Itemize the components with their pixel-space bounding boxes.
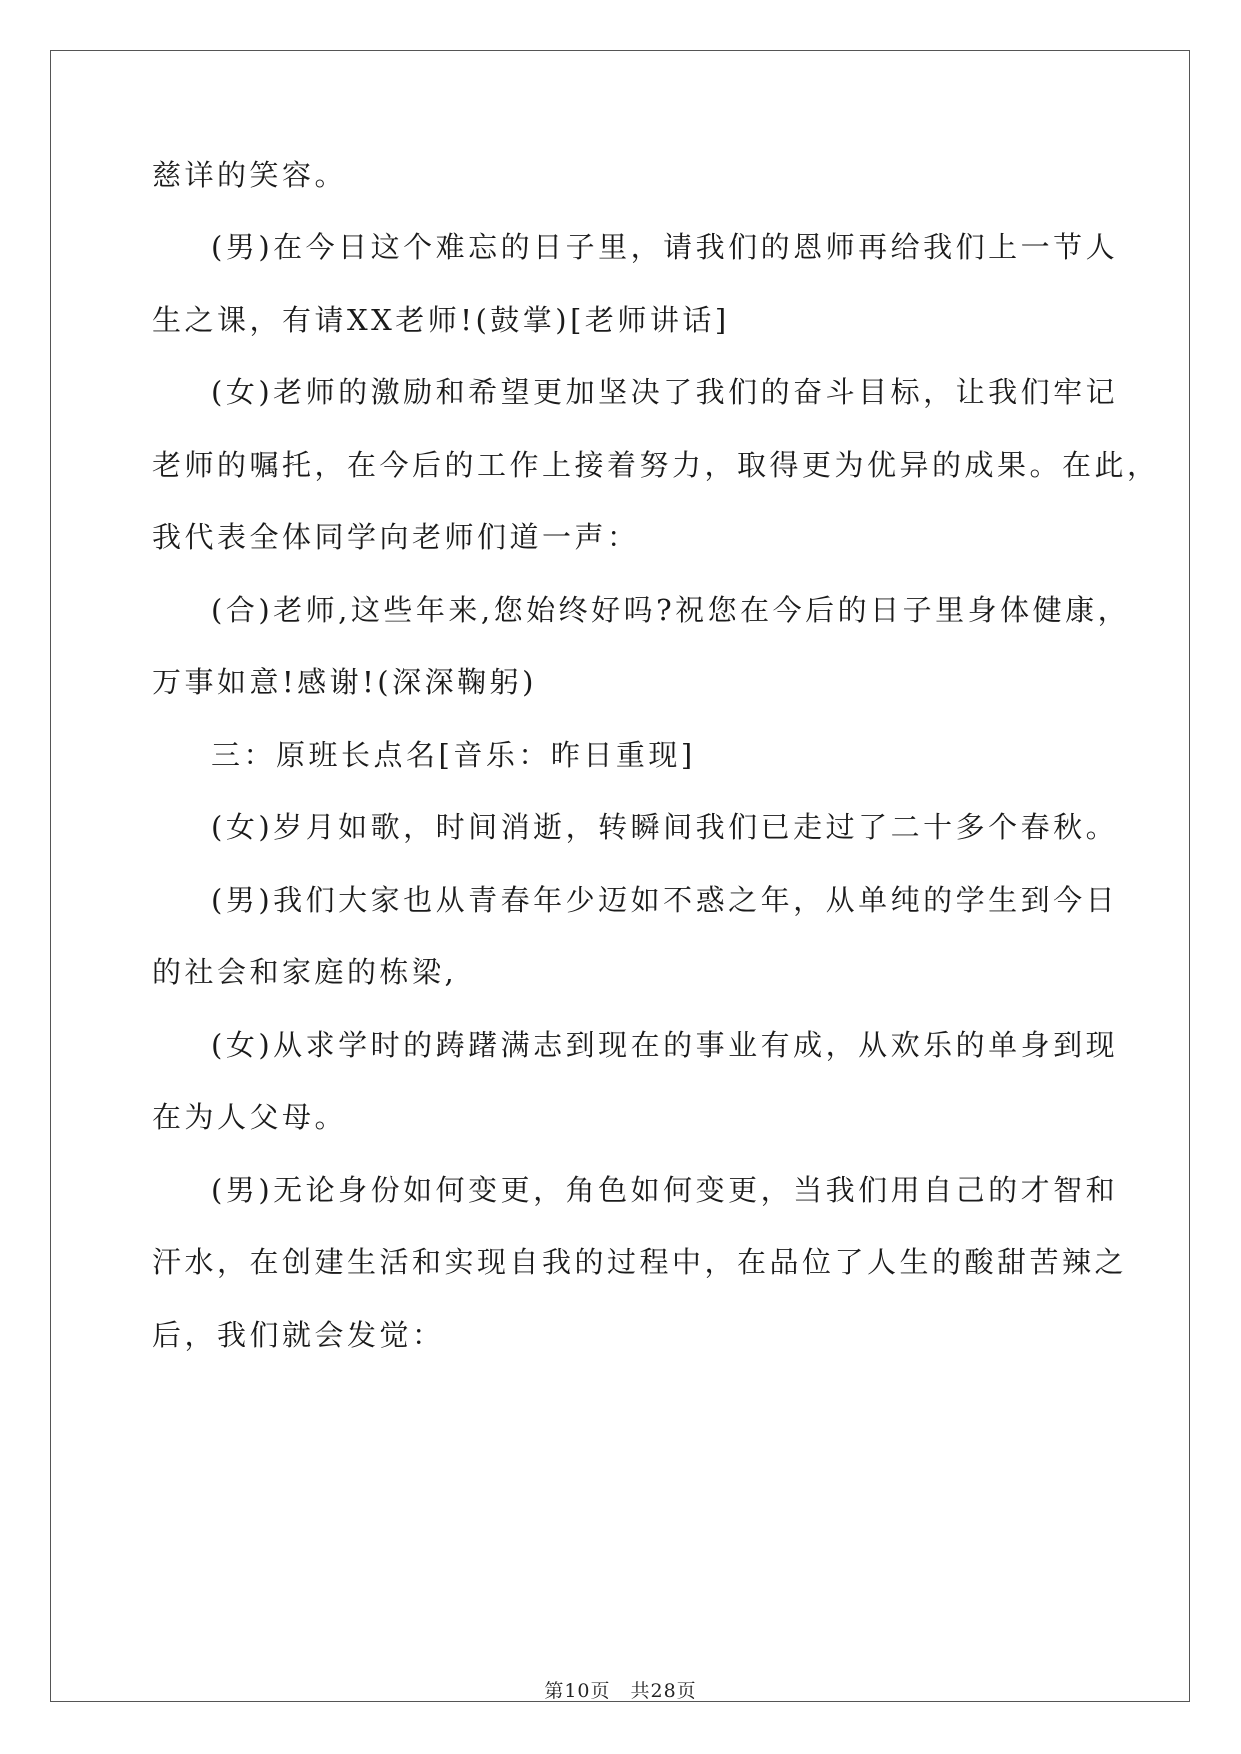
text-line: (女)岁月如歌，时间消逝，转瞬间我们已走过了二十多个春秋。 (211, 810, 1119, 844)
text-line: 老师的嘱托，在今后的工作上接着努力，取得更为优异的成果。在此， (152, 448, 1160, 482)
text-line: (男)在今日这个难忘的日子里，请我们的恩师再给我们上一节人 (211, 230, 1119, 264)
text-line: 慈详的笑容。 (152, 158, 348, 192)
text-line: 万事如意!感谢!(深深鞠躬) (152, 665, 537, 699)
text-line: (女)从求学时的踌躇满志到现在的事业有成，从欢乐的单身到现 (211, 1028, 1119, 1062)
text-line: 后，我们就会发觉： (152, 1318, 445, 1352)
text-line: (男)我们大家也从青春年少迈如不惑之年，从单纯的学生到今日 (211, 883, 1119, 917)
page-frame (50, 50, 1190, 1702)
text-line: 在为人父母。 (152, 1100, 348, 1134)
text-line: (合)老师,这些年来,您始终好吗?祝您在今后的日子里身体健康， (211, 593, 1131, 627)
text-line: 生之课，有请XX老师!(鼓掌)[老师讲话] (152, 303, 730, 337)
text-line: 汗水，在创建生活和实现自我的过程中，在品位了人生的酸甜苦辣之 (152, 1245, 1128, 1279)
text-line: (男)无论身份如何变更，角色如何变更，当我们用自己的才智和 (211, 1173, 1119, 1207)
text-line: 的社会和家庭的栋梁, (152, 955, 458, 989)
text-line: (女)老师的激励和希望更加坚决了我们的奋斗目标，让我们牢记 (211, 375, 1119, 409)
text-line: 三：原班长点名[音乐：昨日重现] (211, 738, 696, 772)
text-line: 我代表全体同学向老师们道一声： (152, 520, 640, 554)
page-number: 第10页 共28页 (544, 1680, 697, 1702)
